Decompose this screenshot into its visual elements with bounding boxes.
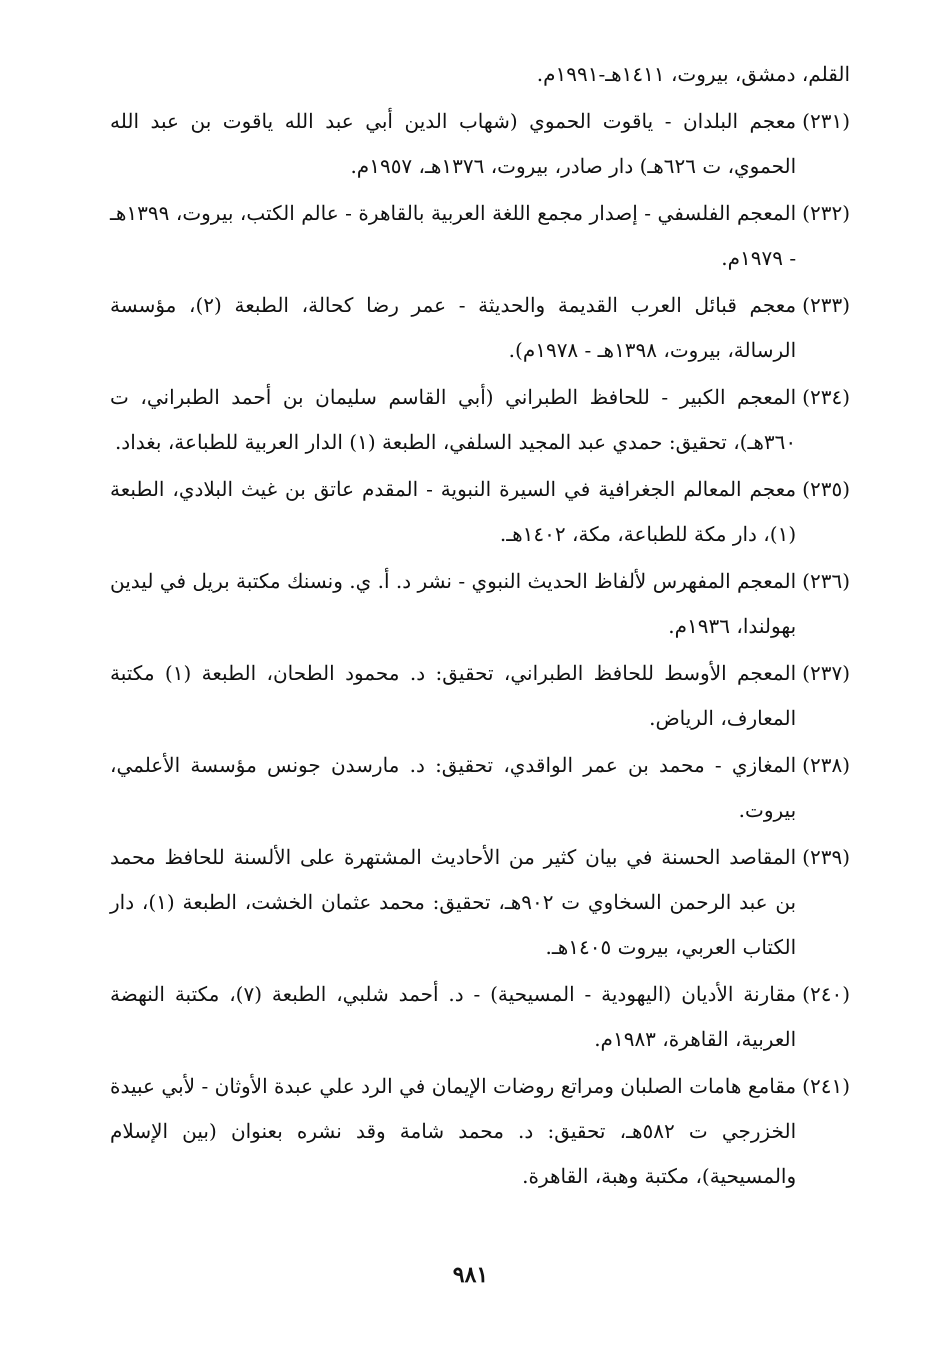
bibliography-entry bbox=[110, 467, 850, 557]
entry-number: (٢٣٦) bbox=[802, 569, 850, 593]
entry-number: (٢٣٣) bbox=[802, 293, 850, 317]
entry-text: المعجم الفلسفي - إصدار مجمع اللغة العربية بالقاهرة - عالم الكتب، بيروت، ١٣٩٩هـ - ١٩٧٩م. bbox=[110, 201, 797, 270]
entry-number: (٢٤١) bbox=[802, 1074, 850, 1098]
entry-number: (٢٣٤) bbox=[802, 385, 850, 409]
entry-text: مقارنة الأديان (اليهودية - المسيحية) - د. أحمد شلبي، الطبعة (٧)، مكتبة النهضة العربية، القاهرة، ١٩٨٣م. bbox=[110, 982, 797, 1051]
entry-text: المقاصد الحسنة في بيان كثير من الأحاديث المشتهرة على الألسنة للحافظ محمد بن عبد الرحمن السخاوي ت ٩٠٢هـ، تحقيق: محمد عثمان الخشت، الطبعة (١)، دار الكتاب العربي، بيروت ١٤٠٥هـ. bbox=[110, 845, 797, 959]
entry-text: مقامع هامات الصلبان ومراتع روضات الإيمان في الرد علي عبدة الأوثان - لأبي عبيدة الخزرجي ت ٥٨٢هـ، تحقيق: د. محمد شامة وقد نشره بعنوان (بين الإسلام والمسيحية)، مكتبة وهبة، القاهرة. bbox=[110, 1074, 797, 1188]
entry-number: (٢٣١) bbox=[802, 109, 850, 133]
entry-number: (٢٣٨) bbox=[802, 753, 850, 777]
bibliography-entry bbox=[110, 375, 850, 465]
entry-text: المعجم المفهرس لألفاظ الحديث النبوي - نشر د. أ. ي. ونسنك مكتبة بريل في ليدين بهولندا، ١٩٣٦م. bbox=[110, 569, 797, 638]
bibliography-entry bbox=[110, 283, 850, 373]
bibliography-entry bbox=[110, 1064, 850, 1199]
entry-text: معجم البلدان - ياقوت الحموي (شهاب الدين أبي عبد الله ياقوت بن عبد الله الحموي، ت ٦٢٦هـ) دار صادر، بيروت، ١٣٧٦هـ، ١٩٥٧م. bbox=[110, 109, 797, 178]
entry-text: المعجم الكبير - للحافظ الطبراني (أبي القاسم سليمان بن أحمد الطبراني، ت ٣٦٠هـ)، تحقيق: حمدي عبد المجيد السلفي، الطبعة (١) الدار العربية للطباعة، بغداد. bbox=[110, 385, 797, 454]
entry-number: (٢٣٧) bbox=[802, 661, 850, 685]
bibliography-list bbox=[110, 52, 850, 1201]
bibliography-entry bbox=[110, 99, 850, 189]
entry-number: (٢٣٢) bbox=[802, 201, 850, 225]
bibliography-entry bbox=[110, 191, 850, 281]
bibliography-entry bbox=[110, 835, 850, 970]
entry-text: معجم قبائل العرب القديمة والحديثة - عمر رضا كحالة، الطبعة (٢)، مؤسسة الرسالة، بيروت، ١٣٩٨هـ - ١٩٧٨م). bbox=[110, 293, 797, 362]
page-number: ٩٨١ bbox=[452, 1262, 489, 1288]
continuation-line: القلم، دمشق، بيروت، ١٤١١هـ-١٩٩١م. bbox=[536, 62, 850, 86]
entry-text: معجم المعالم الجغرافية في السيرة النبوية - المقدم عاتق بن غيث البلادي، الطبعة (١)، دار مكة للطباعة، مكة، ١٤٠٢هـ. bbox=[110, 477, 797, 546]
entry-number: (٢٣٩) bbox=[802, 845, 850, 869]
bibliography-entry bbox=[110, 743, 850, 833]
entry-text: المغازي - محمد بن عمر الواقدي، تحقيق: د. مارسدن جونس مؤسسة الأعلمي، بيروت. bbox=[110, 753, 797, 822]
bibliography-entry bbox=[110, 972, 850, 1062]
entry-number: (٢٤٠) bbox=[802, 982, 850, 1006]
entry-number: (٢٣٥) bbox=[802, 477, 850, 501]
bibliography-entry bbox=[110, 559, 850, 649]
entry-text: المعجم الأوسط للحافظ الطبراني، تحقيق: د. محمود الطحان، الطبعة (١) مكتبة المعارف، الرياض. bbox=[110, 661, 797, 730]
bibliography-entry bbox=[110, 651, 850, 741]
